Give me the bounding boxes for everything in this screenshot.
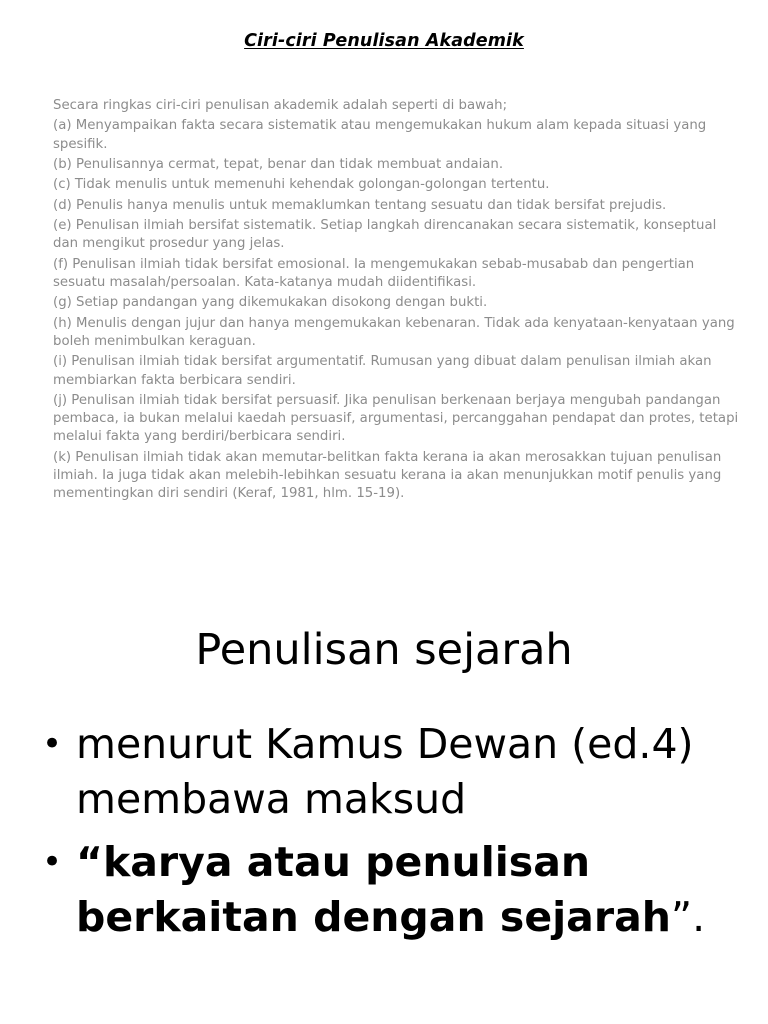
slide-title: Penulisan sejarah <box>195 625 573 675</box>
slide-title: Ciri-ciri Penulisan Akademik <box>244 31 524 51</box>
paragraph-b: (b) Penulisannya cermat, tepat, benar dan tidak membuat andaian. <box>53 156 504 172</box>
paragraph-intro: Secara ringkas ciri-ciri penulisan akademik adalah seperti di bawah; <box>53 98 508 113</box>
bullet-point-icon: • <box>42 724 63 764</box>
paragraph-d: (d) Penulis hanya menulis untuk memaklumkan tentang sesuatu dan tidak bersifat prejudis. <box>53 197 667 213</box>
paragraph-k: (k) Penulisan ilmiah tidak akan memutar-belitkan fakta kerana ia akan merosakkan tujuan penulisan ilmiah. Ia juga tidak akan melebih-lebihkan sesuatu kerana ia akan menunjukkan motif penulis yang mementingkan diri sendiri (Keraf, 1981, hlm. 15-19). <box>53 449 722 502</box>
paragraph-c: (c) Tidak menulis untuk memenuhi kehendak golongan-golongan tertentu. <box>53 177 550 193</box>
paragraph-a: (a) Menyampaikan fakta secara sistematik atau mengemukakan hukum alam kepada situasi yang spesifik. <box>53 118 707 152</box>
paragraph-e: (e) Penulisan ilmiah bersifat sistematik. Setiap langkah direncanakan secara sistematik, konseptual dan mengikut prosedur yang jelas. <box>53 218 717 252</box>
paragraph-i: (i) Penulisan ilmiah tidak bersifat argumentatif. Rumusan yang dibuat dalam penulisan ilmiah akan membiarkan fakta berbicara sendiri. <box>53 354 712 388</box>
bullet-list <box>42 717 742 945</box>
paragraph-g: (g) Setiap pandangan yang dikemukakan disokong dengan bukti. <box>53 295 488 311</box>
bullet-point-icon: • <box>42 842 63 882</box>
bullet-text: menurut Kamus Dewan (ed.4) membawa maksud <box>76 720 694 823</box>
bullet-item <box>42 717 742 827</box>
paragraph-h: (h) Menulis dengan jujur dan hanya mengemukakan kebenaran. Tidak ada kenyataan-kenyataan yang boleh menimbulkan keraguan. <box>53 315 735 349</box>
bullet-quote-tail: ”. <box>670 893 706 941</box>
paragraph-f: (f) Penulisan ilmiah tidak bersifat emosional. Ia mengemukakan sebab-musabab dan pengertian sesuatu masalah/persoalan. Kata-katanya mudah diidentifikasi. <box>53 256 695 290</box>
bullet-item <box>42 835 742 945</box>
bullet-quote-bold: “karya atau penulisan berkaitan dengan sejarah <box>76 838 671 941</box>
slide-historical-writing <box>0 600 768 1024</box>
slide-body <box>53 97 743 506</box>
paragraph-j: (j) Penulisan ilmiah tidak bersifat persuasif. Jika penulisan berkenaan berjaya mengubah pandangan pembaca, ia bukan melalui kaedah persuasif, argumentasi, percanggahan pendapat dan protes, tetapi melalui fakta yang berdiri/berbicara sendiri. <box>53 392 739 445</box>
